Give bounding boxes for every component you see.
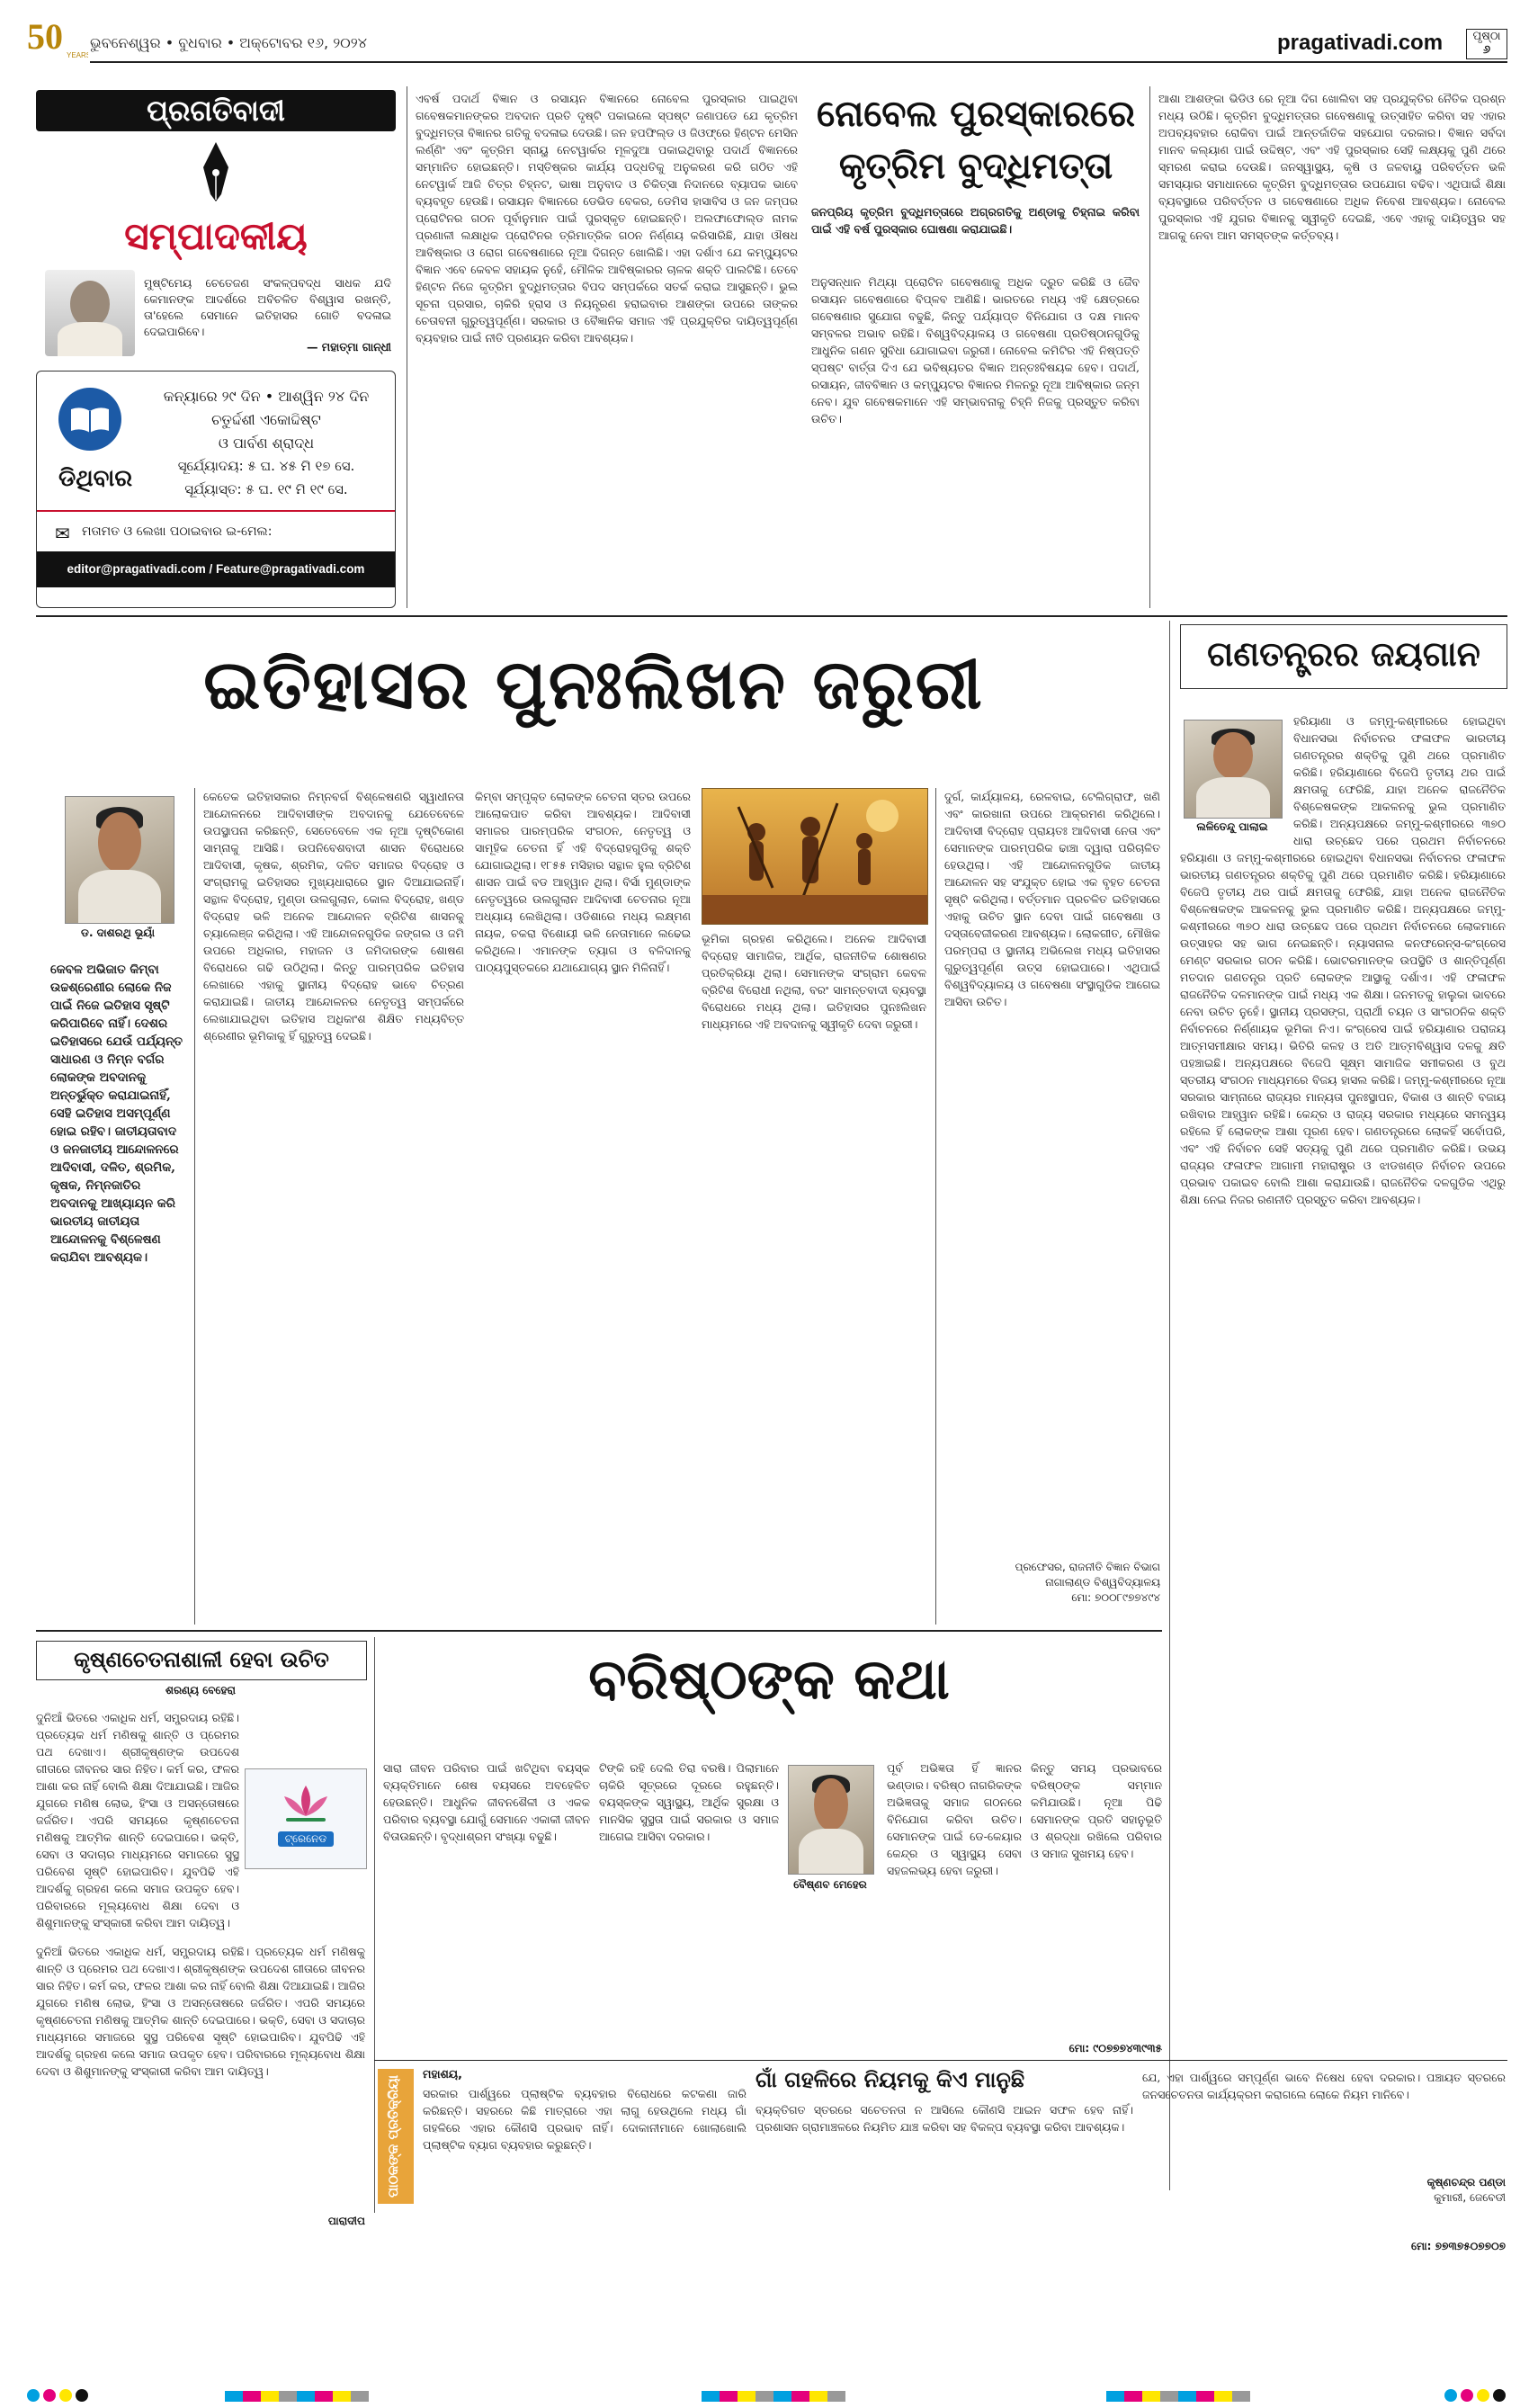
tribal-warriors-illustration bbox=[702, 788, 928, 925]
krishna-text: ଦୁନିଆଁ ଭିତରେ ଏକାଧିକ ଧର୍ମ, ସମ୍ପ୍ରଦାୟ ରହିଛି। ପ୍ରତ୍ୟେକ ଧର୍ମ ମଣିଷକୁ ଶାନ୍ତି ଓ ପ୍ରେମର ପଥ ଦେଖାଏ। ଶ୍ରୀକୃଷ୍ଣଙ୍କ ଉପଦେଶ ଗୀତାରେ ଜୀବନର ସାର ନିହିତ। କର୍ମ କର, ଫଳର ଆଶା କର ନାହିଁ ବୋଲି ଶିକ୍ଷା ଦିଆଯାଇଛି। ଆଜିର ଯୁଗରେ ମଣିଷ ଲୋଭ, ହିଂସା ଓ ଅସନ୍ତୋଷରେ ଜର୍ଜରିତ। ଏପରି ସମୟରେ କୃଷ୍ଣଚେତନା ମଣିଷକୁ ଆତ୍ମିକ ଶାନ୍ତି ଦେଇପାରେ। ଭକ୍ତି, ସେବା ଓ ସଦାଚାର ମାଧ୍ୟମରେ ସମାଜରେ ସୁସ୍ଥ ପରିବେଶ ସୃଷ୍ଟି ହୋଇପାରିବ। ଯୁବପିଢି ଏହି ଆଦର୍ଶକୁ ଗ୍ରହଣ କଲେ ସମାଜ ଉପକୃତ ହେବ। ପରିବାରରେ ମୂଲ୍ୟବୋଧ ଶିକ୍ଷା ଦେବା ଓ ଶିଶୁମାନଙ୍କୁ ସଂସ୍କାରୀ କରିବା ଆମ ଦାୟିତ୍ୱ। bbox=[36, 1711, 239, 1929]
letters-section-label bbox=[378, 2069, 414, 2204]
history-byline bbox=[944, 1560, 1160, 1606]
dateline: ଭୁବନେଶ୍ୱର • ବୁଧବାର • ଅକ୍ଟୋବର ୧୬, ୨୦୨୪ bbox=[90, 34, 367, 51]
color-bar bbox=[702, 2391, 845, 2402]
brand-banner bbox=[36, 90, 396, 131]
registration-dot bbox=[27, 2389, 40, 2402]
letters-col-2: ବ୍ୟକ୍ତିଗତ ସ୍ତରରେ ସଚେତନତା ନ ଆସିଲେ କୌଣସି ଆଇନ ସଫଳ ହେବ ନାହିଁ। ପ୍ରଶାସନ ଗ୍ରାମାଞ୍ଚଳରେ ନିୟମିତ ଯାଞ୍ଚ କରିବା ସହ ବିକଳ୍ପ ବ୍ୟବସ୍ଥା କରିବା ଆବଶ୍ୟକ। bbox=[756, 2103, 1133, 2134]
weekday-label: ଡିଥିବାର bbox=[58, 465, 133, 492]
logo-number-text: 50 bbox=[27, 16, 63, 57]
letters-label-text: ପାଠକଙ୍କ ପ୍ରତିକ୍ରିୟା bbox=[385, 2075, 401, 2198]
elders-col-1: ସାରା ଜୀବନ ପରିବାର ପାଇଁ ଖଟିଥିବା ବୟସ୍କ ବ୍ୟକ୍ତିମାନେ ଶେଷ ବୟସରେ ଅବହେଳିତ ହେଉଛନ୍ତି। ଆଧୁନିକ ଜୀବନଶୈଳୀ ଓ ଏକକ ପରିବାର ବ୍ୟବସ୍ଥା ଯୋଗୁଁ ସେମାନେ ଏକାକୀ ଜୀବନ ବିତାଉଛନ୍ତି। ବୃଦ୍ଧାଶ୍ରମ ସଂଖ୍ୟା ବଢୁଛି। bbox=[383, 1761, 590, 1843]
krishna-headline: କୃଷ୍ଣଚେତନାଶାଳୀ ହେବା ଉଚିତ bbox=[74, 1647, 329, 1672]
krishna-author: ଶରଣ୍ୟ ବେହେରା bbox=[165, 1684, 236, 1696]
byline-title: ପ୍ରଫେସର, ରାଜନୀତି ବିଜ୍ଞାନ ବିଭାଗ bbox=[1015, 1561, 1160, 1573]
letters-writer bbox=[1322, 2175, 1506, 2206]
section-title: ସମ୍ପାଦକୀୟ bbox=[124, 214, 308, 258]
author-photo-lalitendu bbox=[1184, 720, 1283, 819]
gandhi-portrait bbox=[45, 270, 135, 356]
pen-nib-icon bbox=[198, 140, 234, 203]
letters-salutation: ମହାଶୟ, bbox=[423, 2067, 462, 2081]
history-col-2: କିମ୍ବା ସମ୍ପୃକ୍ତ ଲୋକଙ୍କ ଚେତନା ସ୍ତର ଉପରେ ଆଲୋକପାତ କରିବା ଆବଶ୍ୟକ। ଆଦିବାସୀ ସମାଜର ପାରମ୍ପରିକ ସଂଗଠନ, ନେତୃତ୍ୱ ଓ ସାମୂହିକ ଚେତନା ହିଁ ଏହି ବିଦ୍ରୋହଗୁଡିକୁ ଶକ୍ତି ଯୋଗାଇଥିଲା। ୧୮୫୫ ମସିହାର ସନ୍ଥାଳ ହୁଲ ବ୍ରିଟିଶ ଶାସନ ପାଇଁ ବଡ ଆହ୍ୱାନ ଥିଲା। ବିର୍ସା ମୁଣ୍ଡାଙ୍କ ନେତୃତ୍ୱରେ ଉଲଗୁଲାନ ଆଦିବାସୀ ଚେତନାର ନୂଆ ଅଧ୍ୟାୟ ଲେଖିଥିଲା। ଓଡିଶାରେ ମଧ୍ୟ ଲକ୍ଷ୍ମଣ ନାୟକ, ଚକରା ବିଶୋୟୀ ଭଳି ନେତାମାନେ ଲଢେଇ କରିଥିଲେ। ଏମାନଙ୍କ ତ୍ୟାଗ ଓ ବଳିଦାନକୁ ପାଠ୍ୟପୁସ୍ତକରେ ଯଥାଯୋଗ୍ୟ ସ୍ଥାନ ମିଳିନାହିଁ। bbox=[475, 790, 691, 974]
history-author: ଡ. ଦାଶରଥି ଭୂୟାଁ bbox=[81, 926, 155, 939]
democracy-text: ହରିୟାଣା ଓ ଜମ୍ମୁ-କଶ୍ମୀରରେ ହୋଇଥିବା ବିଧାନସଭା ନିର୍ବାଚନର ଫଳାଫଳ ଭାରତୀୟ ଗଣତନ୍ତ୍ରର ଶକ୍ତିକୁ ପୁଣି ଥରେ ପ୍ରମାଣିତ କରିଛି। ହରିୟାଣାରେ ବିଜେପି ତୃତୀୟ ଥର ପାଇଁ କ୍ଷମତାକୁ ଫେରିଛି, ଯାହା ଅନେକ ରାଜନୈତିକ ବିଶ୍ଳେଷକଙ୍କ ଆକଳନକୁ ଭୁଲ ପ୍ରମାଣିତ କରିଛି। ଅନ୍ୟପକ୍ଷରେ ଜମ୍ମୁ-କଶ୍ମୀରରେ ୩୭୦ ଧାରା ଉଚ୍ଛେଦ ପରେ ପ୍ରଥମ ନିର୍ବାଚନରେ bbox=[1293, 714, 1506, 847]
nobel-col-3: ଆଶା ଆଶଙ୍କା ଭିଡିଓ ରେ ନୂଆ ଦିଗ ଖୋଲିବା ସହ ପ୍ରଯୁକ୍ତିର ନୈତିକ ପ୍ରଶ୍ନ ମଧ୍ୟ ଉଠିଛି। କୃତ୍ରିମ ବୁଦ୍ଧିମତ୍ତାର ଗବେଷଣାକୁ ଉତ୍ସାହିତ କରିବା ସହ ଏହାର ଅପବ୍ୟବହାର ରୋକିବା ପାଇଁ ଆନ୍ତର୍ଜାତିକ ସହଯୋଗ ଦରକାର। ବିଜ୍ଞାନ ସର୍ବଦା ମାନବ କଲ୍ୟାଣ ପାଇଁ ଉଦ୍ଦିଷ୍ଟ, ଏବଂ ଏହି ପୁରସ୍କାର ସେହି ଲକ୍ଷ୍ୟକୁ ପୁଣି ଥରେ ସ୍ମରଣ କରାଇ ଦେଉଛି। ଜନସ୍ୱାସ୍ଥ୍ୟ, କୃଷି ଓ ଜଳବାୟୁ ପରିବର୍ତ୍ତନ ଭଳି ସମସ୍ୟାର ସମାଧାନରେ କୃତ୍ରିମ ବୁଦ୍ଧିମତ୍ତାର ଉପଯୋଗ ବଢିବ। ଏଥିପାଇଁ ଶିକ୍ଷା ବ୍ୟବସ୍ଥାରେ ପରିବର୍ତ୍ତନ ଓ ଗବେଷଣାରେ ଅଧିକ ନିବେଶ ଆବଶ୍ୟକ। ନୋବେଲ ପୁରସ୍କାର ଏହି ଯୁଗର ବିଜ୍ଞାନକୁ ସ୍ୱୀକୃତି ଦେଇଛି, ଏବେ ଏହାକୁ ଦାୟିତ୍ୱର ସହ ଆଗକୁ ନେବା ଆମ ସମସ୍ତଙ୍କ କର୍ତ୍ତବ୍ୟ। bbox=[1158, 92, 1506, 242]
author-photo-dashrathi bbox=[65, 796, 174, 924]
website-label: pragativadi.com bbox=[1277, 31, 1444, 55]
elders-col-3: ପୂର୍ବ ଅଭିଜ୍ଞତା ହିଁ ଜ୍ଞାନର ଭଣ୍ଡାର। ବରିଷ୍ଠ ନାଗରିକଙ୍କ ଅଭିଜ୍ଞତାକୁ ସମାଜ ଗଠନରେ ବିନିଯୋଗ କରିବା ଉଚିତ। ସେମାନଙ୍କ ପାଇଁ ଡେ-କେୟାର କେନ୍ଦ୍ର ଓ ସ୍ୱାସ୍ଥ୍ୟ ସେବା ସହଜଲଭ୍ୟ ହେବା ଜରୁରୀ। bbox=[887, 1761, 1022, 1877]
nobel-headline-1: ନୋବେଲ ପୁରସ୍କାରରେ bbox=[817, 94, 1135, 135]
mail-icon: ✉ bbox=[55, 523, 70, 544]
democracy-author: ଲଳିତେନ୍ଦୁ ପାଲାଇ bbox=[1196, 820, 1268, 833]
almanac-box bbox=[36, 371, 396, 608]
registration-dot bbox=[43, 2389, 56, 2402]
sunset-text: ସୂର୍ଯ୍ୟାସ୍ତ: ୫ ଘ. ୧୯ ମି ୧୯ ସେ. bbox=[184, 481, 348, 497]
history-col-4: ଦୁର୍ଗ, କାର୍ଯ୍ୟାଳୟ, ରେଳବାଇ, ଟେଲିଗ୍ରାଫ, ଖଣି ଏବଂ କାରଖାନା ଉପରେ ଆକ୍ରମଣ କରିଥିଲେ। ଆଦିବାସୀ ବିଦ୍ରୋହ ପ୍ରାୟତଃ ଆଦିବାସୀ ନେତା ଏବଂ ସେମାନଙ୍କ ପାରମ୍ପରିକ ଢାଞ୍ଚା ଦ୍ୱାରା ପରିଚାଳିତ ହେଉଥିଲା। ଏହି ଆନ୍ଦୋଳନଗୁଡିକ ଜାତୀୟ ଆନ୍ଦୋଳନ ସହ ସଂଯୁକ୍ତ ହୋଇ ଏକ ବୃହତ ଚେତନା ସୃଷ୍ଟି କରିଥିଲା। ବର୍ତ୍ତମାନ ପ୍ରଚଳିତ ଇତିହାସରେ ଏହାକୁ ଉଚିତ ସ୍ଥାନ ଦେବା ପାଇଁ ଗବେଷଣା ଓ ଦସ୍ତାବେଜୀକରଣ ଆବଶ୍ୟକ। ଲୋକଗୀତ, ମୌଖିକ ପରମ୍ପରା ଓ ସ୍ଥାନୀୟ ଅଭିଲେଖ ମଧ୍ୟ ଇତିହାସର ଗୁରୁତ୍ୱପୂର୍ଣ୍ଣ ଉତ୍ସ ହୋଇପାରେ। ଏଥିପାଇଁ ବିଶ୍ୱବିଦ୍ୟାଳୟ ଓ ଗବେଷଣା ସଂସ୍ଥାଗୁଡିକ ଆଗେଇ ଆସିବା ଉଚିତ। bbox=[944, 790, 1160, 1008]
lotus-badge-label: ଟ୍ରେନେଡ bbox=[278, 1831, 335, 1847]
history-col-1: କେତେକ ଇତିହାସକାର ନିମ୍ନବର୍ଗ ବିଶ୍ଳେଷଣରି ସ୍ୱାଧୀନତା ଆନ୍ଦୋଳନରେ ଆଦିବାସୀଙ୍କ ଅବଦାନକୁ ଯେତେବେଳେ ଉପସ୍ଥାପନା କରିଛନ୍ତି, ସେତେବେଳେ ଏକ ନୂଆ ଦୃଷ୍ଟିକୋଣ ସାମ୍ନାକୁ ଆସିଛି। ଉପନିବେଶବାଦୀ ଶାସନ ବିରୋଧରେ ଆଦିବାସୀ, କୃଷକ, ଶ୍ରମିକ, ଦଳିତ ସମାଜର ବିଦ୍ରୋହ ଓ ସଂଗ୍ରାମକୁ ଇତିହାସର ମୁଖ୍ୟଧାରାରେ ସ୍ଥାନ ଦିଆଯାଇନାହିଁ। ସନ୍ଥାଳ ବିଦ୍ରୋହ, ମୁଣ୍ଡା ଉଲଗୁଲାନ, କୋଲ ବିଦ୍ରୋହ, ଖଣ୍ଡ ବିଦ୍ରୋହ ଭଳି ଅନେକ ଆନ୍ଦୋଳନ ବ୍ରିଟିଶ ଶାସନକୁ ଚ୍ୟାଲେଞ୍ଜ କରିଥିଲା। ଏହି ଆନ୍ଦୋଳନଗୁଡିକ ଜଙ୍ଗଲ ଓ ଜମି ଉପରେ ଅଧିକାର, ମହାଜନ ଓ ଜମିଦାରଙ୍କ ଶୋଷଣ ବିରୋଧରେ ଗଢି ଉଠିଥିଲା। କିନ୍ତୁ ପାରମ୍ପରିକ ଇତିହାସ ଲେଖାରେ ଏହାକୁ ସ୍ଥାନୀୟ ବିଦ୍ରୋହ ଭାବେ ଚିତ୍ରଣ କରାଯାଇଛି। ଜାତୀୟ ଆନ୍ଦୋଳନର ନେତୃତ୍ୱ ସମ୍ପର୍କରେ ଲେଖାଯାଇଥିବା ଇତିହାସ ଅଧିକାଂଶ ଶିକ୍ଷିତ ମଧ୍ୟବିତ୍ତ ଶ୍ରେଣୀର ଭୂମିକାକୁ ହିଁ ଗୁରୁତ୍ୱ ଦେଇଛି। bbox=[203, 790, 464, 1043]
quote-author: — ମହାତ୍ମା ଗାନ୍ଧୀ bbox=[306, 340, 391, 354]
nobel-lede: ଜନପ୍ରିୟ କୃତ୍ରିମ ବୁଦ୍ଧିମତ୍ତାରେ ଅଗ୍ରଗତିକୁ ଅଣ୍ଡାକୁ ଚିହ୍ନାଇ କରିବା ପାଇଁ ଏହି ବର୍ଷ ପୁରସ୍କାର ଘୋଷଣା କରାଯାଇଛି। bbox=[811, 205, 1140, 236]
editorial-box bbox=[36, 90, 396, 360]
elders-col-2: ଟିଙ୍କି ରହି ଦେଲି ତିରା ବରଷି। ପିଲାମାନେ ଚାକିରି ସୂତ୍ରରେ ଦୂରରେ ରହୁଛନ୍ତି। ବୟସ୍କଙ୍କ ସ୍ୱାସ୍ଥ୍ୟ, ଆର୍ଥିକ ସୁରକ୍ଷା ଓ ମାନସିକ ସୁସ୍ଥତା ପାଇଁ ସରକାର ଓ ସମାଜ ଆଗେଇ ଆସିବା ଦରକାର। bbox=[599, 1761, 779, 1843]
democracy-headline: ଗଣତନ୍ତ୍ରର ଜୟଗାନ bbox=[1207, 634, 1480, 674]
color-bar bbox=[225, 2391, 369, 2402]
book-icon bbox=[58, 388, 121, 451]
byline-place: ନାଗାଲାଣ୍ଡ ବିଶ୍ୱବିଦ୍ୟାଳୟ bbox=[1045, 1576, 1160, 1589]
brand-name: ପ୍ରଗତିବାଦୀ bbox=[147, 94, 285, 128]
nobel-col-2: ଅନୁସନ୍ଧାନ ମିଥ୍ୟା ପ୍ରୋଟିନ ଗବେଷଣାକୁ ଅଧିକ ଦ୍ରୁତ କରିଛି ଓ ଜୈବ ରସାୟନ ଗବେଷଣାରେ ବିପ୍ଳବ ଆଣିଛି। ଭାରତରେ ମଧ୍ୟ ଏହି କ୍ଷେତ୍ରରେ ଗବେଷଣାର ସୁଯୋଗ ବଢୁଛି, କିନ୍ତୁ ପର୍ଯ୍ୟାପ୍ତ ବିନିଯୋଗ ଓ ଦକ୍ଷ ମାନବ ସମ୍ବଳର ଅଭାବ ରହିଛି। ବିଶ୍ୱବିଦ୍ୟାଳୟ ଓ ଗବେଷଣା ପ୍ରତିଷ୍ଠାନଗୁଡିକୁ ଆଧୁନିକ ଗଣନ ସୁବିଧା ଯୋଗାଇବା ଜରୁରୀ। ନୋବେଲ କମିଟିର ଏହି ନିଷ୍ପତ୍ତି ସ୍ପଷ୍ଟ ବାର୍ତ୍ତା ଦିଏ ଯେ ଭବିଷ୍ୟତର ବିଜ୍ଞାନ ଅନ୍ତଃବିଷୟକ ହେବ। ପଦାର୍ଥ, ରସାୟନ, ଜୀବବିଜ୍ଞାନ ଓ କମ୍ପ୍ୟୁଟର ବିଜ୍ଞାନର ମିଳନରୁ ନୂଆ ଆବିଷ୍କାର ଜନ୍ମ ନେବ। ଯୁବ ଗବେଷକମାନେ ଏହି ସମ୍ଭାବନାକୁ ଚିହ୍ନି ନିଜକୁ ପ୍ରସ୍ତୁତ କରିବା ଉଚିତ। bbox=[811, 275, 1140, 425]
lotus-icon bbox=[246, 1780, 366, 1829]
history-standfirst: କେବଳ ଅଭିଜାତ କିମ୍ବା ଉଚ୍ଚଶ୍ରେଣୀର ଲୋକେ ନିଜ ପାଇଁ ନିଜେ ଇତିହାସ ସୃଷ୍ଟି କରିପାରିବେ ନାହିଁ। ଦେଶର ଇତିହାସରେ ଯେଉଁ ପର୍ଯ୍ୟନ୍ତ ସାଧାରଣ ଓ ନିମ୍ନ ବର୍ଗର ଲୋକଙ୍କ ଅବଦାନକୁ ଅନ୍ତର୍ଭୁକ୍ତ କରାଯାଇନାହିଁ, ସେହି ଇତିହାସ ଅସମ୍ପୂର୍ଣ୍ଣ ହୋଇ ରହିବ। ଜାତୀୟତାବାଦ ଓ ଜନଜାତୀୟ ଆନ୍ଦୋଳନରେ ଆଦିବାସୀ, ଦଳିତ, ଶ୍ରମିକ, କୃଷକ, ନିମ୍ନଜାତିର ଅବଦାନକୁ ଆଖ୍ୟାୟନ କରି ଭାରତୀୟ ଜାତୀୟତା ଆନ୍ଦୋଳନକୁ ବିଶ୍ଳେଷଣ କରାଯିବା ଆବଶ୍ୟକ। bbox=[50, 962, 183, 1265]
nobel-col-1: ଏବର୍ଷ ପଦାର୍ଥ ବିଜ୍ଞାନ ଓ ରସାୟନ ବିଜ୍ଞାନରେ ନୋବେଲ ପୁରସ୍କାର ପାଇଥିବା ଗବେଷକମାନଙ୍କର ଅବଦାନ ପ୍ରତି ଦୃଷ୍ଟି ପକାଇଲେ ସ୍ପଷ୍ଟ ଜଣାପଡେ ଯେ କୃତ୍ରିମ ବୁଦ୍ଧିମତ୍ତା ବିଜ୍ଞାନର ଗତିକୁ ବଦଳାଇ ଦେଉଛି। ଜନ ହପଫିଲ୍ଡ ଓ ଜିଓଫ୍ରେ ହିଣ୍ଟନ ମେସିନ ଲର୍ଣ୍ଣିଂ ଏବଂ କୃତ୍ରିମ ସ୍ନାୟୁ ନେଟୱାର୍କର ମୂଳଦୁଆ ପକାଇଥିବାରୁ ପଦାର୍ଥ ବିଜ୍ଞାନରେ ସମ୍ମାନିତ ହୋଇଛନ୍ତି। ମସ୍ତିଷ୍କର କାର୍ଯ୍ୟ ପଦ୍ଧତିକୁ ଅନୁକରଣ କରି ଗଠିତ ଏହି ନେଟୱାର୍କ ଆଜି ଚିତ୍ର ଚିହ୍ନଟ, ଭାଷା ଅନୁବାଦ ଓ ଚିକିତ୍ସା ନିଦାନରେ ବ୍ୟାପକ ଭାବେ ବ୍ୟବହୃତ ହେଉଛି। ରସାୟନ ବିଜ୍ଞାନରେ ଡେଭିଡ ବେକର, ଡେମିସ ହାସାବିସ ଓ ଜନ ଜମ୍ପର ପ୍ରୋଟିନର ଗଠନ ପୂର୍ବାନୁମାନ ପାଇଁ ପୁରସ୍କୃତ ହୋଇଛନ୍ତି। ଅଲଫାଫୋଲ୍ଡ ନାମକ ପ୍ରଣାଳୀ ଲକ୍ଷାଧିକ ପ୍ରୋଟିନର ତ୍ରିମାତ୍ରିକ ଗଠନ ନିର୍ଣ୍ଣୟ କରିସାରିଛି, ଯାହା ଔଷଧ ଆବିଷ୍କାର ଓ ରୋଗ ଗବେଷଣାରେ ନୂଆ ଦିଗନ୍ତ ଖୋଲିଛି। ଏହା ଦର୍ଶାଏ ଯେ କମ୍ପ୍ୟୁଟର ବିଜ୍ଞାନ ଏବେ କେବଳ ସହାୟକ ନୁହେଁ, ମୌଳିକ ଆବିଷ୍କାରର ଚାଳକ ଶକ୍ତି ପାଲଟିଛି। ତେବେ ହିଣ୍ଟନ ନିଜେ କୃତ୍ରିମ ବୁଦ୍ଧିମତ୍ତାର ବିପଦ ସମ୍ପର୍କରେ ସତର୍କ କରାଇ ଆସୁଛନ୍ତି। ଭୁଲ ସୂଚନା ପ୍ରସାର, ଚାକିରି ହ୍ରାସ ଓ ନିୟନ୍ତ୍ରଣ ହରାଇବାର ଆଶଙ୍କା ଉପରେ ତାଙ୍କର ଚେତାବନୀ ଗୁରୁତ୍ୱପୂର୍ଣ୍ଣ। ସରକାର ଓ ବୈଜ୍ଞାନିକ ସମାଜ ଏହି ପ୍ରଯୁକ୍ତିର ଦାୟିତ୍ୱପୂର୍ଣ୍ଣ ବ୍ୟବହାର ପାଇଁ ନୀତି ପ୍ରଣୟନ କରିବା ଆବଶ୍ୟକ। bbox=[416, 92, 798, 345]
lotus-badge bbox=[245, 1768, 367, 1869]
registration-dot bbox=[59, 2389, 72, 2402]
sunrise-text: ସୂର୍ଯ୍ୟୋଦୟ: ୫ ଘ. ୪୫ ମି ୧୭ ସେ. bbox=[177, 458, 355, 474]
elders-phone: ମୋ: ୯୦୭୭୭୪୩୯୩୫ bbox=[1069, 2042, 1162, 2054]
letters-col-3: ଯେ, ଏହା ପାର୍ଶ୍ୱରେ ସମ୍ପୂର୍ଣ୍ଣ ଭାବେ ନିଷେଧ ହେବା ଦରକାର। ପଞ୍ଚାୟତ ସ୍ତରରେ ଜନସଚେତନତା କାର୍ଯ୍ୟକ୍ରମ କରାଗଲେ ଲୋକେ ନିୟମ ମାନିବେ। bbox=[1142, 2071, 1506, 2101]
nobel-headline-2: କୃତ୍ରିମ ବୁଦ୍ଧିମତ୍ତା bbox=[838, 146, 1113, 187]
registration-dot bbox=[1461, 2389, 1473, 2402]
logo-sub-text: YEAR bbox=[67, 51, 86, 59]
registration-dot bbox=[1477, 2389, 1489, 2402]
contact-emails[interactable]: editor@pragativadi.com / Feature@pragativadi.com bbox=[37, 551, 395, 587]
elders-col-4: କିନ୍ତୁ ସମୟ ପ୍ରଭାବରେ ବରିଷ୍ଠଙ୍କ ସମ୍ମାନ କମିଯାଉଛି। ନୂଆ ପିଢି ସେମାନଙ୍କ ପ୍ରତି ସହାନୁଭୂତି ଓ ଶ୍ରଦ୍ଧା ରଖିଲେ ପରିବାର ଓ ସମାଜ ସୁଖମୟ ହେବ। bbox=[1031, 1761, 1162, 1860]
anniversary-logo bbox=[25, 13, 88, 59]
page-number-box bbox=[1466, 29, 1507, 59]
registration-dot bbox=[1444, 2389, 1457, 2402]
registration-dot bbox=[1493, 2389, 1506, 2402]
elders-headline: ବରିଷ୍ଠଙ୍କ କଥା bbox=[588, 1646, 950, 1712]
registration-dot bbox=[76, 2389, 88, 2402]
letters-headline: ଗାଁ ଗହଳିରେ ନିୟମକୁ କିଏ ମାନୁଛି bbox=[756, 2067, 1025, 2092]
history-col-3: ଭୂମିକା ଗ୍ରହଣ କରିଥିଲେ। ଅନେକ ଆଦିବାସୀ ବିଦ୍ରୋହ ସାମାଜିକ, ଆର୍ଥିକ, ରାଜନୀତିକ ଶୋଷଣର ପ୍ରତିକ୍ରିୟା ଥିଲା। ସେମାନଙ୍କ ସଂଗ୍ରାମ କେବଳ ବ୍ରିଟିଶ ବିରୋଧୀ ନଥିଲା, ବରଂ ସାମନ୍ତବାଦୀ ବ୍ୟବସ୍ଥା ବିରୋଧରେ ମଧ୍ୟ ଥିଲା। ଇତିହାସର ପୁନଃଲିଖନ ମାଧ୍ୟମରେ ଏହି ଅବଦାନକୁ ସ୍ୱୀକୃତି ଦେବା ଜରୁରୀ। bbox=[702, 932, 926, 1031]
letters-col-1: ସରକାର ପାର୍ଶ୍ୱରେ ପ୍ଲାଷ୍ଟିକ ବ୍ୟବହାର ବିରୋଧରେ କଟକଣା ଜାରି କରିଛନ୍ତି। ସହରରେ କିଛି ମାତ୍ରାରେ ଏହା ଲାଗୁ ହେଉଥିଲେ ମଧ୍ୟ ଗାଁ ଗହଳିରେ ଏହାର କୌଣସି ପ୍ରଭାବ ନାହିଁ। ଦୋକାନୀମାନେ ଖୋଲାଖୋଲି ପ୍ଲାଷ୍ଟିକ ବ୍ୟାଗ ବ୍ୟବହାର କରୁଛନ୍ତି। bbox=[423, 2087, 747, 2152]
writer-place: କୁମାରୀ, ଜେବେଡୀ bbox=[1434, 2191, 1506, 2204]
writer-name: କୃଷ୍ଣଚନ୍ଦ୍ର ପଣ୍ଡା bbox=[1426, 2176, 1506, 2189]
contact-label: ମତାମତ ଓ ଲେଖା ପଠାଇବାର ଇ-ମେଲ: bbox=[82, 524, 273, 539]
democracy-headline-box bbox=[1180, 624, 1507, 689]
author-photo-baishnab bbox=[788, 1765, 874, 1875]
quote-text: ମୁଷ୍ଟିମେୟ ଚେତେଜଣ ସଂକଳ୍ପବଦ୍ଧ ସାଧକ ଯଦି କେମାନଙ୍କ ଆଦର୍ଶରେ ଅବିଚଳିତ ବିଶ୍ୱାସ ରଖନ୍ତି, ତା'ହେଲେ ସେମାନେ ଇତିହାସର ଗୋତି ବଦଳାଇ ଦେଇପାରିବେ। bbox=[144, 276, 391, 338]
color-bar bbox=[1106, 2391, 1250, 2402]
krishna-place: ପାରାଦୀପ bbox=[327, 2215, 365, 2227]
almanac-line-2: ଚତୁର୍ଦ୍ଦଶୀ ଏକୋଦ୍ଦିଷ୍ଟ bbox=[211, 411, 321, 428]
almanac-line-1: କନ୍ୟାରେ ୨୯ ଦିନ • ଆଶ୍ୱିନ ୨୪ ଦିନ bbox=[163, 388, 370, 405]
elders-author: ବୈଷ୍ଣବ ମେହେର bbox=[793, 1878, 867, 1891]
democracy-text-cont: ହରିୟାଣା ଓ ଜମ୍ମୁ-କଶ୍ମୀରରେ ହୋଇଥିବା ବିଧାନସଭା ନିର୍ବାଚନର ଫଳାଫଳ ଭାରତୀୟ ଗଣତନ୍ତ୍ରର ଶକ୍ତିକୁ ପୁଣି ଥରେ ପ୍ରମାଣିତ କରିଛି। ହରିୟାଣାରେ ବିଜେପି ତୃତୀୟ ଥର ପାଇଁ କ୍ଷମତାକୁ ଫେରିଛି, ଯାହା ଅନେକ ରାଜନୈତିକ ବିଶ୍ଳେଷକଙ୍କ ଆକଳନକୁ ଭୁଲ ପ୍ରମାଣିତ କରିଛି। ଅନ୍ୟପକ୍ଷରେ ଜମ୍ମୁ-କଶ୍ମୀରରେ ୩୭୦ ଧାରା ଉଚ୍ଛେଦ ପରେ ପ୍ରଥମ ନିର୍ବାଚନରେ ଲୋକମାନେ ଉତ୍ସାହର ସହ ଭାଗ ନେଇଛନ୍ତି। ନ୍ୟାସନାଲ କନଫରେନ୍ସ-କଂଗ୍ରେସ ମେଣ୍ଟ ସରକାର ଗଠନ କରିଛି। ଭୋଟରମାନଙ୍କ ଉପସ୍ଥିତି ଓ ଶାନ୍ତିପୂର୍ଣ୍ଣ ମତଦାନ ଗଣତନ୍ତ୍ର ପ୍ରତି ଲୋକଙ୍କ ଆସ୍ଥାକୁ ଦର୍ଶାଏ। ଏହି ଫଳାଫଳ ରାଜନୈତିକ ଦଳମାନଙ୍କ ପାଇଁ ମଧ୍ୟ ଏକ ଶିକ୍ଷା। ଜନମତକୁ ହାଲୁକା ଭାବରେ ନେବା ଉଚିତ ନୁହେଁ। ସ୍ଥାନୀୟ ପ୍ରସଙ୍ଗ, ପ୍ରାର୍ଥୀ ଚୟନ ଓ ସାଂଗଠନିକ ଶକ୍ତି ନିର୍ବାଚନରେ ନିର୍ଣ୍ଣାୟକ ଭୂମିକା ନିଏ। କଂଗ୍ରେସ ପାଇଁ ହରିୟାଣାର ପରାଜୟ ଆତ୍ମସମୀକ୍ଷାର ସମୟ। ଭିତିରି କଳହ ଓ ଅତି ଆତ୍ମବିଶ୍ୱାସ ଦଳକୁ କ୍ଷତି ପହଞ୍ଚାଇଛି। ଅନ୍ୟପକ୍ଷରେ ବିଜେପି ସୂକ୍ଷ୍ମ ସାମାଜିକ ସମୀକରଣ ଓ ବୁଥ ସ୍ତରୀୟ ସଂଗଠନ ମାଧ୍ୟମରେ ବିଜୟ ହାସଲ କରିଛି। ଜମ୍ମୁ-କଶ୍ମୀରରେ ନୂଆ ସରକାର ସାମ୍ନାରେ ରାଜ୍ୟର ମାନ୍ୟତା ପୁନଃସ୍ଥାପନ, ବିକାଶ ଓ ଶାନ୍ତି ବଜାୟ ରଖିବାର ଆହ୍ୱାନ ରହିଛି। କେନ୍ଦ୍ର ଓ ରାଜ୍ୟ ସରକାର ମଧ୍ୟରେ ସମନ୍ୱୟ ରହିଲେ ହିଁ ଲୋକଙ୍କ ଆଶା ପୂରଣ ହେବ। ଗଣତନ୍ତ୍ରରେ ଲୋକହିଁ ସର୍ବୋପରି, ଏବଂ ଏହି ନିର୍ବାଚନ ସେହି ସତ୍ୟକୁ ପୁଣି ଥରେ ପ୍ରମାଣିତ କରିଛି। ଉଭୟ ରାଜ୍ୟର ଫଳାଫଳ ଆଗାମୀ ମହାରାଷ୍ଟ୍ର ଓ ଝାଡଖଣ୍ଡ ନିର୍ବାଚନ ଉପରେ ପ୍ରଭାବ ପକାଇବ ବୋଲି ଆଶା କରାଯାଉଛି। ରାଜନୈତିକ ଦଳଗୁଡିକ ଏଥିରୁ ଶିକ୍ଷା ନେଇ ନିଜର ରଣନୀତି ପ୍ରସ୍ତୁତ କରିବା ଆବଶ୍ୟକ। bbox=[1180, 851, 1506, 1206]
almanac-line-3: ଓ ପାର୍ବଣ ଶ୍ରାଦ୍ଧ bbox=[218, 434, 315, 452]
history-headline: ଇତିହାସର ପୁନଃଲିଖନ ଜରୁରୀ bbox=[203, 644, 984, 724]
byline-phone: ମୋ: ୭୦୦୮୯୭୭୪୯୪ bbox=[1071, 1591, 1160, 1604]
page-number: ୬ bbox=[1482, 43, 1491, 57]
page-label: ପୃଷ୍ଠା bbox=[1472, 30, 1501, 43]
krishna-text-cont: ଦୁନିଆଁ ଭିତରେ ଏକାଧିକ ଧର୍ମ, ସମ୍ପ୍ରଦାୟ ରହିଛି। ପ୍ରତ୍ୟେକ ଧର୍ମ ମଣିଷକୁ ଶାନ୍ତି ଓ ପ୍ରେମର ପଥ ଦେଖାଏ। ଶ୍ରୀକୃଷ୍ଣଙ୍କ ଉପଦେଶ ଗୀତାରେ ଜୀବନର ସାର ନିହିତ। କର୍ମ କର, ଫଳର ଆଶା କର ନାହିଁ ବୋଲି ଶିକ୍ଷା ଦିଆଯାଇଛି। ଆଜିର ଯୁଗରେ ମଣିଷ ଲୋଭ, ହିଂସା ଓ ଅସନ୍ତୋଷରେ ଜର୍ଜରିତ। ଏପରି ସମୟରେ କୃଷ୍ଣଚେତନା ମଣିଷକୁ ଆତ୍ମିକ ଶାନ୍ତି ଦେଇପାରେ। ଭକ୍ତି, ସେବା ଓ ସଦାଚାର ମାଧ୍ୟମରେ ସମାଜରେ ସୁସ୍ଥ ପରିବେଶ ସୃଷ୍ଟି ହୋଇପାରିବ। ଯୁବପିଢି ଏହି ଆଦର୍ଶକୁ ଗ୍ରହଣ କଲେ ସମାଜ ଉପକୃତ ହେବ। ପରିବାରରେ ମୂଲ୍ୟବୋଧ ଶିକ୍ଷା ଦେବା ଓ ଶିଶୁମାନଙ୍କୁ ସଂସ୍କାରୀ କରିବା ଆମ ଦାୟିତ୍ୱ। bbox=[36, 1945, 365, 2078]
krishna-headline-box bbox=[36, 1641, 367, 1680]
democracy-phone: ମୋ: ୭୭୩୭୫୦୭୭୦୭ bbox=[1410, 2240, 1506, 2252]
